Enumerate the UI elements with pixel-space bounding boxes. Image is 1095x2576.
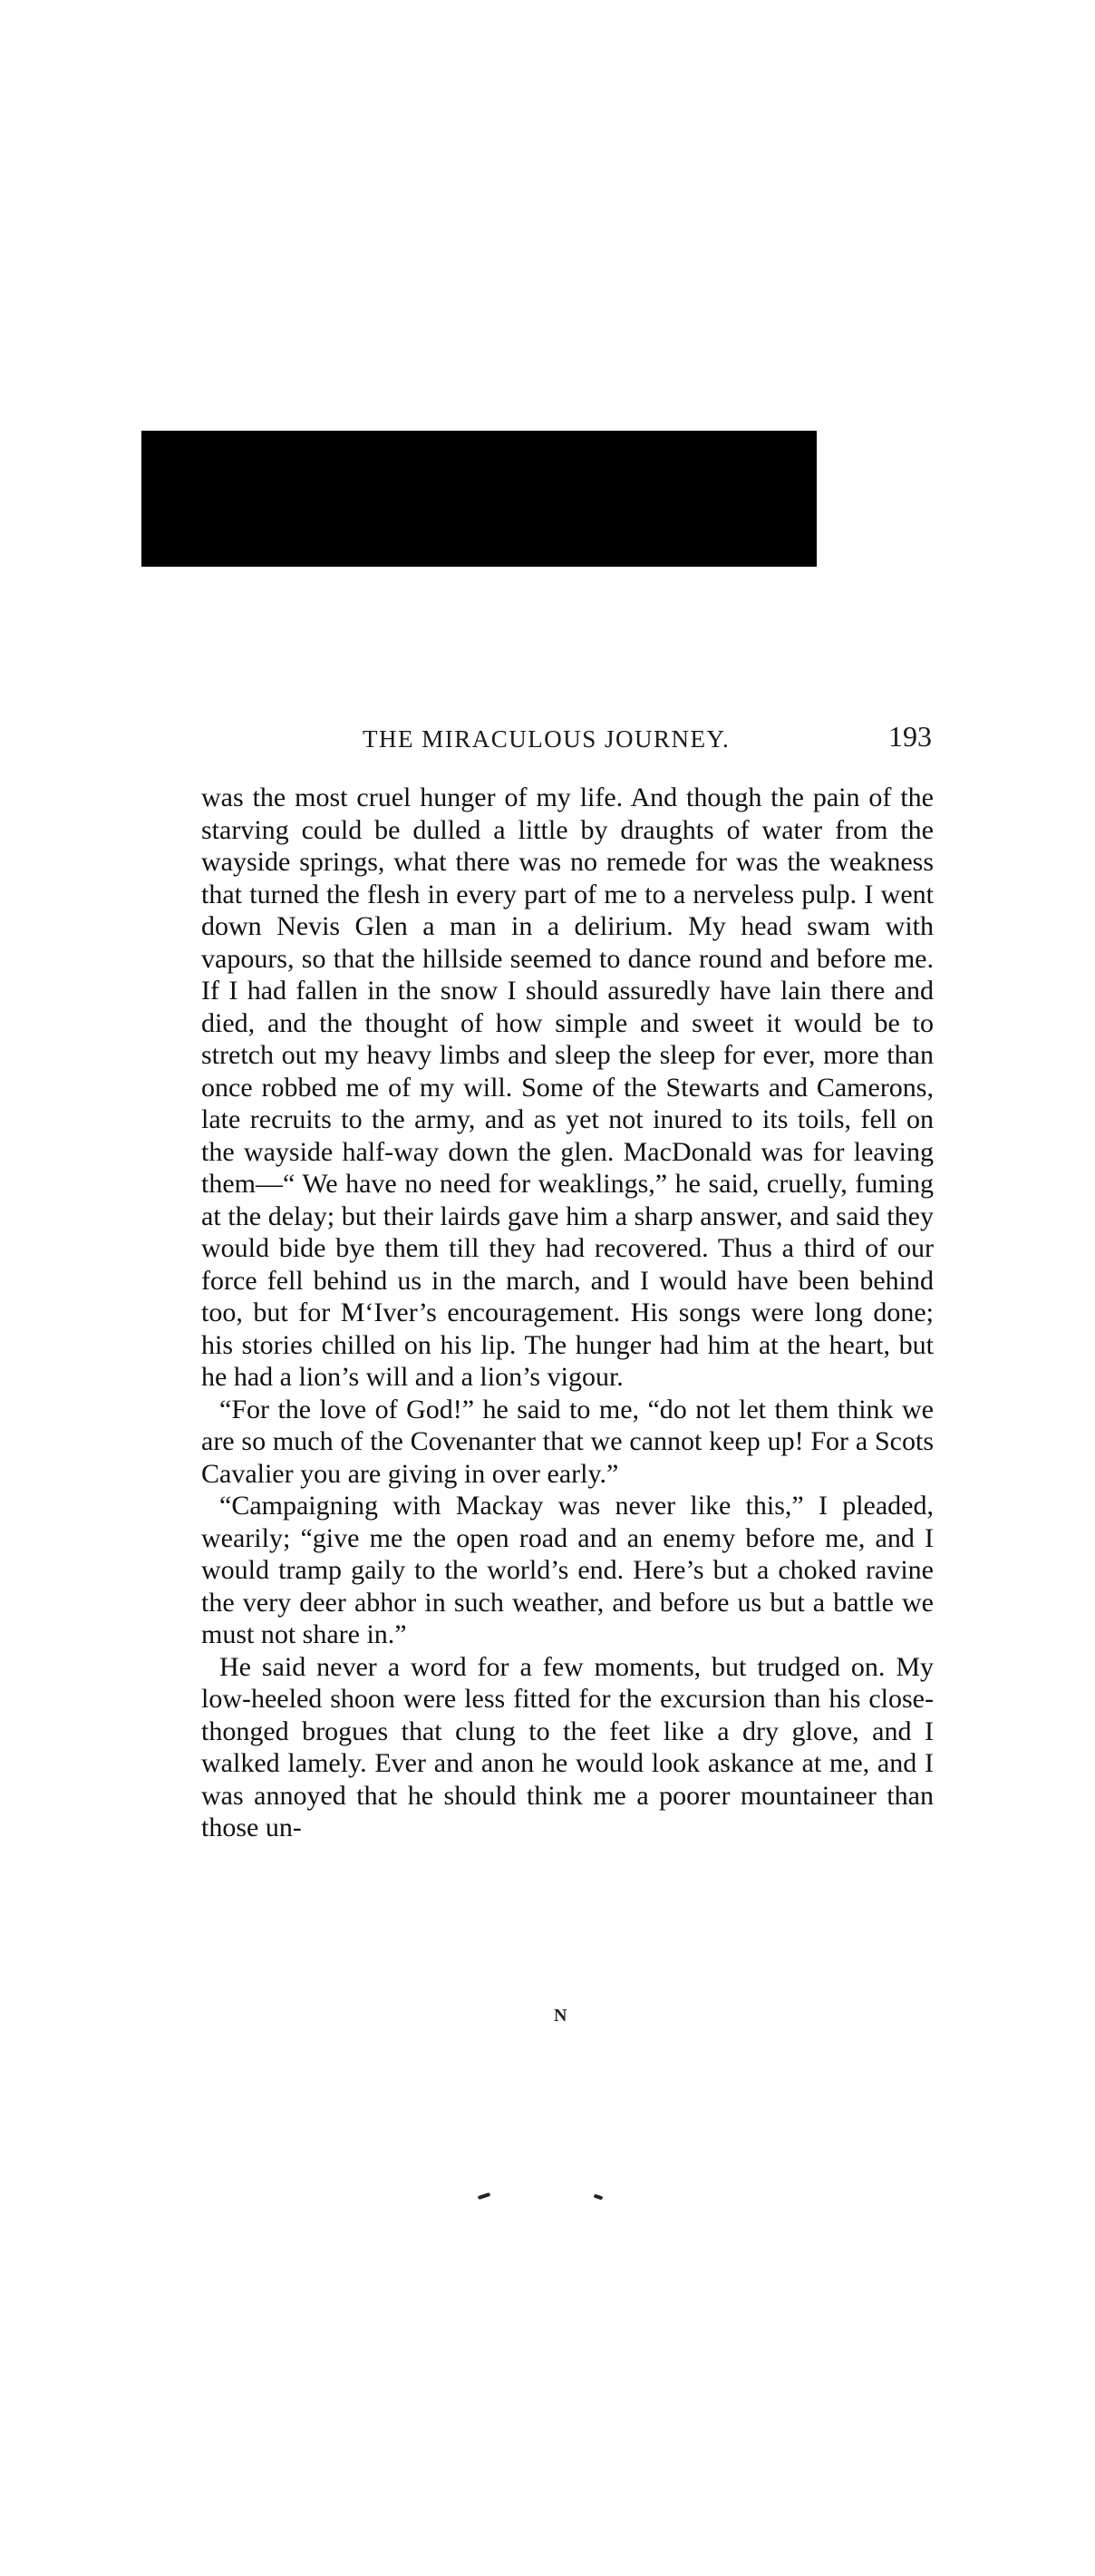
signature-mark: N bbox=[554, 2006, 567, 2026]
body-text bbox=[201, 782, 934, 1844]
scan-mark bbox=[478, 2192, 491, 2200]
paragraph: “Campaigning with Mackay was never like this,” I pleaded, wearily; “give me the open road and an enemy before me, and I would tramp gaily to the world’s end. Here’s but a choked ravine the very deer abhor in such weather, and before us but a battle we must not share in.” bbox=[201, 1491, 934, 1649]
running-head bbox=[201, 716, 934, 762]
paragraph: “For the love of God!” he said to me, “do not let them think we are so much of the Covenanter that we cannot keep up! For a Scots Cavalier you are giving in over early.” bbox=[201, 1394, 934, 1489]
redaction-bar bbox=[141, 431, 817, 567]
paragraph: He said never a word for a few moments, but trudged on. My low-heeled shoon were less fitted for the excursion than his close-thonged brogues that clung to the feet like a dry glove, and I walked lamely. Ever and anon he would look askance at me, and I was annoyed that he should think me a poorer mountaineer than those un- bbox=[201, 1651, 934, 1842]
running-title: THE MIRACULOUS JOURNEY. bbox=[363, 725, 731, 753]
paragraph: was the most cruel hunger of my life. And though the pain of the starving could be dulled a little by draughts of water from the wayside springs, what there was no remede for was the weakness that turned the flesh in every part of me to a nerveless pulp. I went down Nevis Glen a man in a delirium. My head swam with vapours, so that the hillside seemed to dance round and before me. If I had fallen in the snow I should assuredly have lain there and died, and the thought of how simple and sweet it would be to stretch out my heavy limbs and sleep the sleep for ever, more than once robbed me of my will. Some of the Stewarts and Camerons, late recruits to the army, and as yet not inured to its toils, fell on the wayside half-way down the glen. MacDonald was for leaving them—“ We have no need for weaklings,” he said, cruelly, fuming at the delay; but their lairds gave him a sharp answer, and said they would bide bye them till they had recovered. Thus a third of our force fell behind us in the march, and I would have been behind too, but for M‘Iver’s encouragement. His songs were long done; his stories chilled on his lip. The hunger had him at the heart, but he had a lion’s will and a lion’s vigour. bbox=[201, 783, 934, 1392]
scan-mark bbox=[594, 2194, 604, 2201]
page-number: 193 bbox=[888, 720, 932, 753]
